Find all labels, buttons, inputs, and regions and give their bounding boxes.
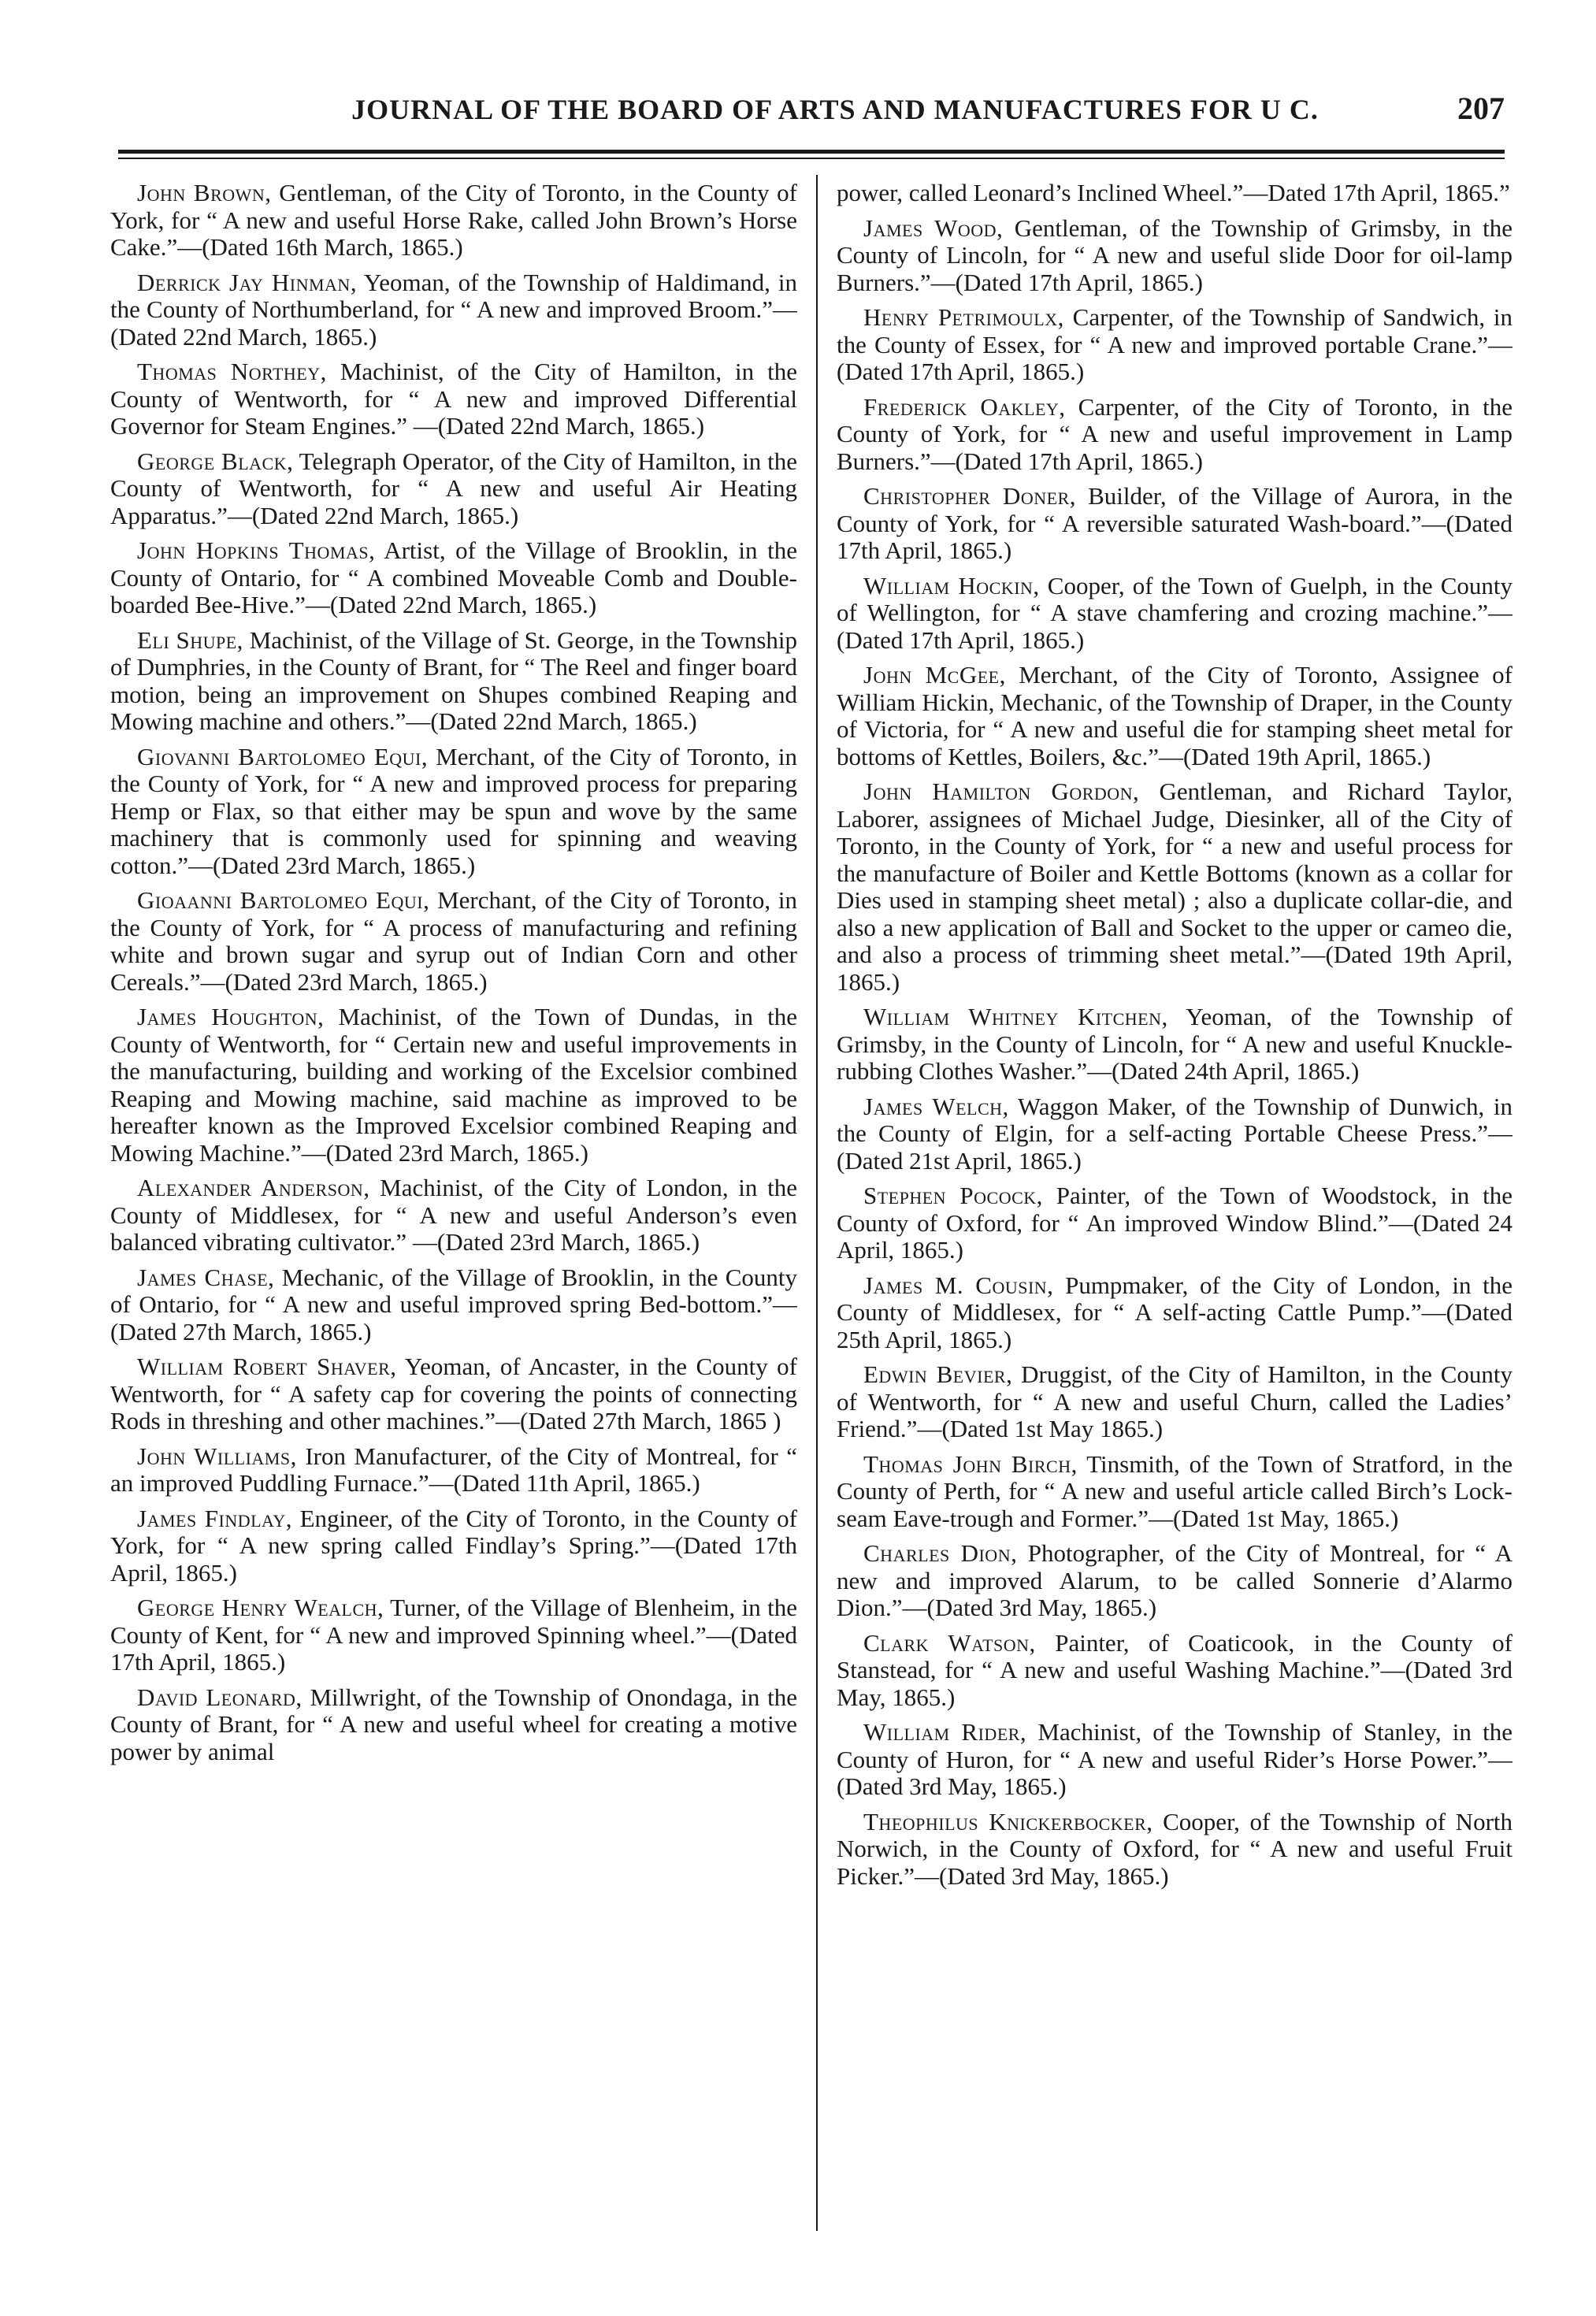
patentee-name: Thomas Northey, <box>137 358 327 385</box>
patent-description: Gentleman, of the City of Toronto, in the County of York, for “ A new and useful Horse Rake, called John Brown’s Horse Cake.”—(Dated 16th March, 1865.) <box>110 180 797 261</box>
patent-description: Painter, of the Town of Woodstock, in the County of Oxford, for “ An improved Window Blind.”—(Dated 24 April, 1865.) <box>837 1182 1512 1264</box>
patent-entry <box>110 358 797 440</box>
patentee-name: John Hamilton Gordon, <box>863 778 1140 805</box>
patent-entry <box>837 1809 1512 1891</box>
patent-entry <box>110 537 797 619</box>
patentee-name: George Henry Wealch, <box>137 1594 384 1621</box>
patent-entry <box>837 573 1512 655</box>
patent-description: Iron Manufacturer, of the City of Montreal, for “ an improved Puddling Furnace.”—(Dated 11th April, 1865.) <box>110 1442 797 1497</box>
patentee-name: Eli Shupe, <box>137 625 243 654</box>
patent-entry <box>110 448 797 530</box>
patent-entry <box>837 662 1512 770</box>
patent-entry <box>837 1272 1512 1354</box>
patentee-name: Edwin Bevier, <box>863 1360 1013 1388</box>
patent-description: Waggon Maker, of the Township of Dunwich, in the County of Elgin, for a self-acting Portable Cheese Press.”—(Dated 21st April, 1865.) <box>837 1092 1512 1175</box>
patent-entry <box>110 1353 797 1435</box>
patent-entry <box>837 483 1512 565</box>
patent-entry <box>837 1182 1512 1264</box>
patent-entry <box>837 1361 1512 1443</box>
patent-entry <box>110 887 797 996</box>
patentee-name: Alexander Anderson, <box>137 1174 370 1201</box>
patent-entry <box>110 744 797 880</box>
patent-entry <box>110 1505 797 1587</box>
page-header <box>118 93 1505 140</box>
patentee-name: James Houghton, <box>137 1003 325 1030</box>
patent-description: Gentleman, of the Township of Grimsby, in the County of Lincoln, for “ A new and useful slide Door for oil-lamp Burners.”—(Dated 17th April, 1865.) <box>837 213 1512 296</box>
patent-description: Yeoman, of the Township of Haldimand, in the County of Northumberland, for “ A new and improved Broom.”—(Dated 22nd March, 1865.) <box>110 268 797 351</box>
patent-description: Merchant, of the City of Toronto, in the County of York, for “ A process of manufacturing and refining white and brown sugar and syrup out of Indian Corn and other Cereals.”—(Dated 23rd March, 1865.) <box>110 886 797 996</box>
patent-description: Artist, of the Village of Brooklin, in the County of Ontario, for “ A combined Moveable Comb and Double-boarded Bee-Hive.”—(Dated 22nd March, 1865.) <box>110 536 797 618</box>
patentee-name: Giovanni Bartolomeo Equi, <box>137 742 429 770</box>
patent-description: Engineer, of the City of Toronto, in the County of York, for “ A new spring called Findlay’s Spring.”—(Dated 17th April, 1865.) <box>110 1504 797 1587</box>
patent-description: Machinist, of the Village of St. George, in the Township of Dumphries, in the County of Brant, for “ The Reel and finger board motion, being an improvement on Shupes combined Reaping and Mowing machine and others.”—(Dated 22nd March, 1865.) <box>110 625 797 735</box>
patentee-name: James M. Cousin, <box>863 1271 1054 1299</box>
patentee-name: Christopher Doner, <box>863 482 1077 510</box>
header-rule-thick <box>118 150 1505 154</box>
patent-entry <box>837 1630 1512 1712</box>
patentee-name: John Brown, <box>137 180 272 206</box>
patent-entry <box>837 1451 1512 1533</box>
running-head: JOURNAL OF THE BOARD OF ARTS AND MANUFACTURES FOR U C. <box>351 94 1319 125</box>
patentee-name: William Whitney Kitchen, <box>863 1003 1168 1030</box>
patent-description: Yeoman, of Ancaster, in the County of Wentworth, for “ A safety cap for covering the points of connecting Rods in threshing and other machines.”—(Dated 27th March, 1865 ) <box>110 1353 797 1435</box>
patentee-name: William Rider, <box>863 1718 1027 1746</box>
page-number: 207 <box>1457 91 1505 126</box>
patent-description: Painter, of Coaticook, in the County of Stanstead, for “ A new and useful Washing Machine.”—(Dated 3rd May, 1865.) <box>837 1628 1512 1711</box>
patent-description: Machinist, of the Town of Dundas, in the County of Wentworth, for “ Certain new and useful improvements in the manufacturing, building and working of the Excelsior combined Reaping and Mowing machine, said machine as improved to be hereafter known as the Improved Excelsior combined Reaping and Mowing Machine.”—(Dated 23rd March, 1865.) <box>110 1003 797 1167</box>
column-divider <box>816 175 818 2231</box>
patentee-name: James Chase, <box>137 1263 275 1291</box>
patent-entry <box>837 1540 1512 1622</box>
patent-entry <box>837 215 1512 297</box>
patent-entry <box>837 394 1512 476</box>
patent-description: Tinsmith, of the Town of Stratford, in the County of Perth, for “ A new and useful article called Birch’s Lock-seam Eave-trough and Former.”—(Dated 1st May, 1865.) <box>837 1449 1512 1532</box>
patentee-name: David Leonard, <box>137 1683 302 1711</box>
patent-description: Telegraph Operator, of the City of Hamilton, in the County of Wentworth, for “ A new and useful Air Heating Apparatus.”—(Dated 22nd March, 1865.) <box>110 447 797 529</box>
patent-entry <box>837 778 1512 996</box>
patent-description: Cooper, of the Town of Guelph, in the County of Wellington, for “ A stave chamfering and crozing machine.”—(Dated 17th April, 1865.) <box>837 571 1512 654</box>
header-rule-thin <box>118 158 1505 159</box>
patent-description: Druggist, of the City of Hamilton, in the County of Wentworth, for “ A new and useful Churn, called the Ladies’ Friend.”—(Dated 1st May 1865.) <box>837 1360 1512 1442</box>
patentee-name: George Black, <box>137 447 294 475</box>
patent-description: Carpenter, of the Township of Sandwich, in the County of Essex, for “ A new and improved portable Crane.”—(Dated 17th April, 1865.) <box>837 303 1512 385</box>
patent-description: Pumpmaker, of the City of London, in the County of Middlesex, for “ A self-acting Cattle Pump.”—(Dated 25th April, 1865.) <box>837 1271 1512 1353</box>
patent-entry <box>837 1719 1512 1801</box>
patent-entry <box>110 180 797 262</box>
patent-description: Millwright, of the Township of Onondaga, in the County of Brant, for “ A new and useful wheel for creating a motive power by animal <box>110 1683 797 1765</box>
patent-entry <box>110 1175 797 1256</box>
patentee-name: Derrick Jay Hinman, <box>137 268 358 296</box>
patent-entry <box>110 1264 797 1346</box>
patent-entry <box>837 1004 1512 1086</box>
patent-description: Cooper, of the Township of North Norwich, in the County of Oxford, for “ A new and useful Fruit Picker.”—(Dated 3rd May, 1865.) <box>837 1807 1512 1890</box>
patent-description: Machinist, of the City of Hamilton, in the County of Wentworth, for “ A new and improved Differential Governor for Steam Engines.” —(Dated 22nd March, 1865.) <box>110 358 797 440</box>
patentee-name: James Findlay, <box>137 1504 293 1532</box>
patentee-name: Henry Petrimoulx, <box>863 303 1064 331</box>
patentee-name: James Wood, <box>863 213 1004 242</box>
patent-description: Yeoman, of the Township of Grimsby, in the County of Lincoln, for “ A new and useful Knuckle-rubbing Clothes Washer.”—(Dated 24th April, 1865.) <box>837 1003 1512 1085</box>
patent-entry <box>110 1594 797 1676</box>
patent-description: Carpenter, of the City of Toronto, in the County of York, for “ A new and useful improvement in Lamp Burners.”—(Dated 17th April, 1865.) <box>837 392 1512 475</box>
patent-entry <box>110 1443 797 1498</box>
patent-entry <box>110 627 797 736</box>
patent-entry <box>110 1004 797 1167</box>
patentee-name: James Welch, <box>863 1092 1009 1120</box>
patent-entry <box>837 304 1512 386</box>
continued-entry: power, called Leonard’s Inclined Wheel.”—Dated 17th April, 1865.” <box>837 180 1510 206</box>
patentee-name: William Robert Shaver, <box>137 1353 397 1380</box>
patent-description: Merchant, of the City of Toronto, Assignee of William Hickin, Mechanic, of the Township of Draper, in the County of Victoria, for “ A new and useful die for stamping sheet metal for bottoms of Kettles, Boilers, &c.”—(Dated 19th April, 1865.) <box>837 661 1512 770</box>
patent-description: Turner, of the Village of Blenheim, in the County of Kent, for “ A new and improved Spinning wheel.”—(Dated 17th April, 1865.) <box>110 1594 797 1676</box>
patent-entry <box>110 269 797 351</box>
patentee-name: Theophilus Knickerbocker, <box>863 1807 1153 1835</box>
patent-description: Gentleman, and Richard Taylor, Laborer, assignees of Michael Judge, Diesinker, all of the City of Toronto, in the County of York, for “ a new and useful process for the manufacture of Boiler and Kettle Bottoms (known as a collar for Dies used in stamping sheet metal) ; also a duplicate collar-die, and also a new application of Ball and Socket to the upper or cameo die, and also a process of trimming sheet metal.”—(Dated 19th April, 1865.) <box>837 778 1512 996</box>
patentee-name: Frederick Oakley, <box>863 392 1066 421</box>
patentee-name: Stephen Pocock, <box>863 1182 1043 1209</box>
patentee-name: Gioaanni Bartolomeo Equi, <box>137 886 430 914</box>
right-column <box>837 180 1512 2244</box>
left-column <box>110 180 797 2244</box>
patent-entry <box>837 1093 1512 1175</box>
patentee-name: Charles Dion, <box>863 1539 1018 1567</box>
patent-description: Photographer, of the City of Montreal, for “ A new and improved Alarum, to be called Sonnerie d’Alarmo Dion.”—(Dated 3rd May, 1865.) <box>837 1539 1512 1621</box>
patentee-name: John Hopkins Thomas, <box>137 536 376 564</box>
patentee-name: William Hockin, <box>863 571 1040 599</box>
patentee-name: John Williams, <box>137 1442 297 1470</box>
patent-description: Machinist, of the Township of Stanley, in the County of Huron, for “ A new and useful Rider’s Horse Power.”—(Dated 3rd May, 1865.) <box>837 1718 1512 1800</box>
patent-description: Mechanic, of the Village of Brooklin, in the County of Ontario, for “ A new and useful improved spring Bed-bottom.”—(Dated 27th March, 1865.) <box>110 1263 797 1345</box>
patent-description: Machinist, of the City of London, in the County of Middlesex, for “ A new and useful Anderson’s even balanced vibrating cultivator.” —(Dated 23rd March, 1865.) <box>110 1174 797 1256</box>
patent-entry <box>110 1684 797 1766</box>
patentee-name: Thomas John Birch, <box>863 1449 1078 1478</box>
patent-description: Merchant, of the City of Toronto, in the County of York, for “ A new and improved process for preparing Hemp or Flax, so that either may be spun and wove by the same machinery that is commonly used for spinning and weaving cotton.”—(Dated 23rd March, 1865.) <box>110 742 797 879</box>
patent-description: Builder, of the Village of Aurora, in the County of York, for “ A reversible saturated Wash-board.”—(Dated 17th April, 1865.) <box>837 482 1512 564</box>
patentee-name: John McGee, <box>863 661 1006 688</box>
patentee-name: Clark Watson, <box>863 1628 1036 1657</box>
